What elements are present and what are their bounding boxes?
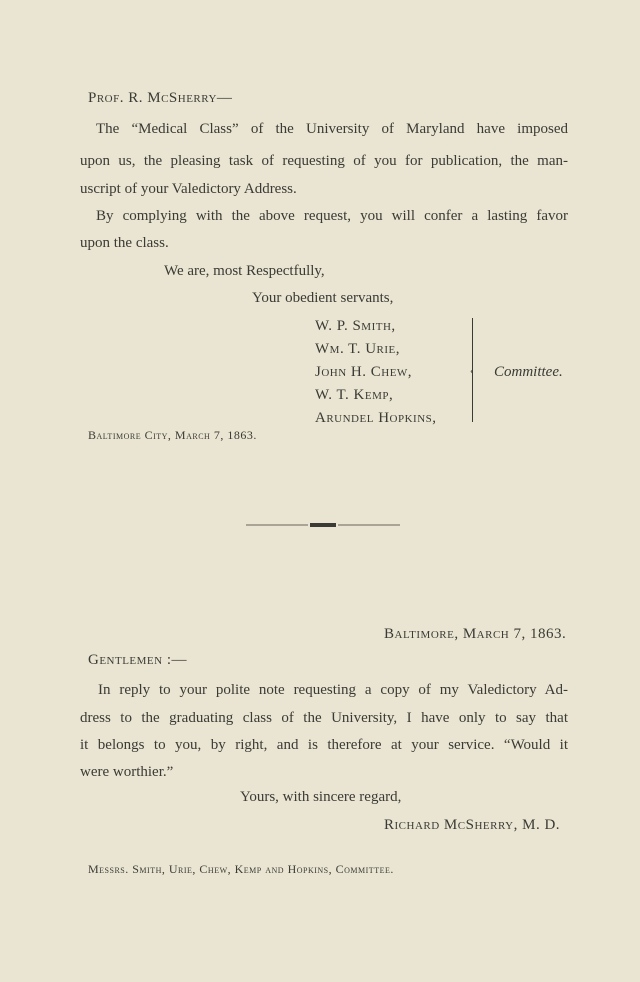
signatory-name: W. P. Smith, [315, 318, 396, 334]
letter1-closing-servants: Your obedient servants, [252, 290, 394, 306]
committee-label: Committee. [494, 364, 563, 380]
letter2-closing: Yours, with sincere regard, [240, 789, 402, 805]
letter2-body-line2: dress to the graduating class of the University, I have only to say that [80, 710, 568, 726]
letter2-body-line1: In reply to your polite note requesting a copy of my Valedictory Ad- [98, 682, 568, 698]
letter1-para1-line3: uscript of your Valedictory Address. [80, 181, 297, 197]
letter1-para2-line2: upon the class. [80, 235, 169, 251]
letter1-salutation: Prof. R. McSherry— [88, 90, 233, 106]
letter2-addressees: Messrs. Smith, Urie, Chew, Kemp and Hopkins, Committee. [88, 862, 394, 876]
letter2-body-line4: were worthier.” [80, 764, 174, 780]
letter2-signature: Richard McSherry, M. D. [384, 817, 561, 833]
letter1-closing-respectfully: We are, most Respectfully, [164, 263, 325, 279]
signatory-name: Wm. T. Urie, [315, 341, 401, 357]
letter2-body-line3: it belongs to you, by right, and is therefore at your service. “Would it [80, 737, 568, 753]
letter2-place-date: Baltimore, March 7, 1863. [384, 626, 567, 642]
letter1-para2-line1: By complying with the above request, you will confer a lasting favor [96, 208, 568, 224]
ornamental-rule [246, 522, 400, 528]
signatory-name: John H. Chew, [315, 364, 413, 380]
letter1-para1-line1: The “Medical Class” of the University of Maryland have imposed [96, 121, 568, 137]
signatory-name: W. T. Kemp, [315, 387, 394, 403]
signatory-name: Arundel Hopkins, [315, 410, 437, 426]
letter1-place-date: Baltimore City, March 7, 1863. [88, 428, 257, 442]
bracket-point-icon: ‹ [470, 366, 474, 377]
letter1-para1-line2: upon us, the pleasing task of requesting of you for publication, the man- [80, 153, 568, 169]
letter2-salutation: Gentlemen :— [88, 652, 188, 668]
